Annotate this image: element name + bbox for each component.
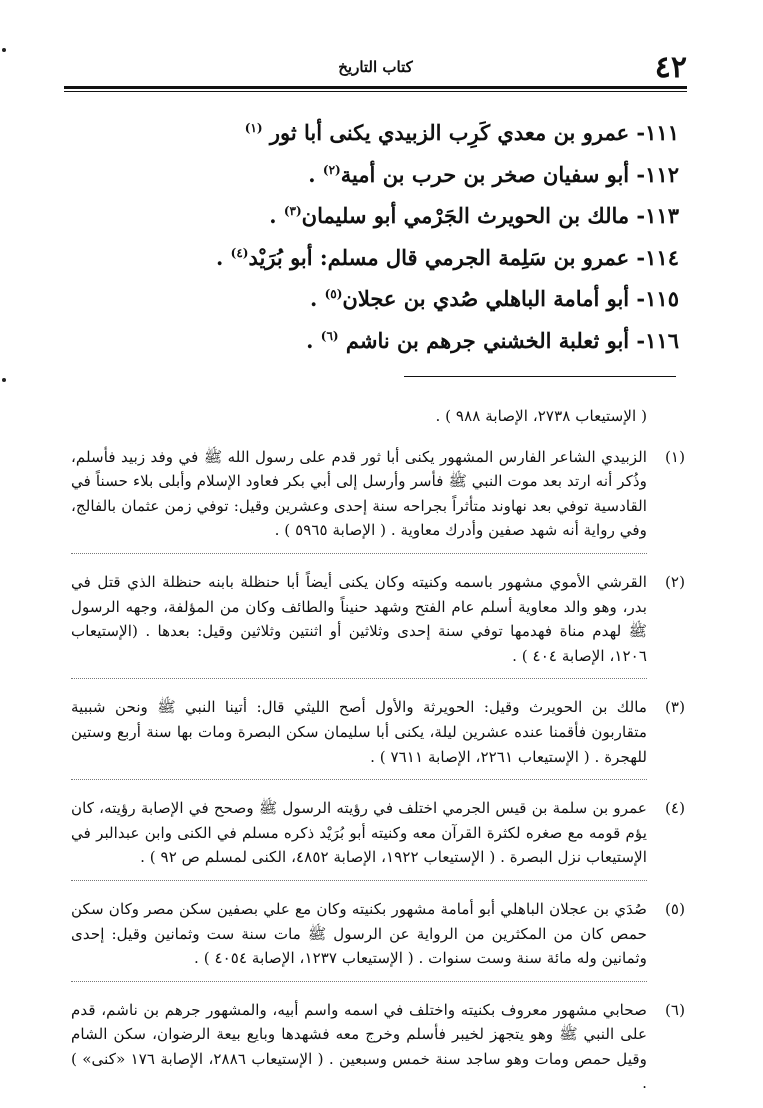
- entry-end: .: [309, 286, 325, 311]
- footnote-divider: [71, 678, 647, 679]
- entry-112: [79, 152, 679, 194]
- footnote-ref: (١): [244, 121, 263, 135]
- running-title: كتاب التاريخ: [338, 58, 413, 76]
- entry-end: .: [216, 244, 231, 270]
- page-number: ٤٢: [654, 50, 687, 85]
- entry-text: ١١٦- أبو ثعلبة الخشني جرهم بن ناشم: [345, 327, 679, 353]
- entry-115: [79, 276, 679, 318]
- footnote-number: (١): [664, 447, 685, 466]
- footnote-text: القرشي الأموي مشهور باسمه وكنيته وكان يكنى أيضاً أبا حنظلة بابنه حنظلة الذي قتل في بدر، وهو والد معاوية أسلم عام الفتح وشهد حنيناً والطائف وكان من المؤلفة، وجهه الرسول ﷺ لهدم مناة فهدمها توفي سنة إحدى وثلاثين أو اثنتين وثلاثين وقيل: بعدها . (الإستيعاب ١٢٠٦، الإصابة ٤٠٤ ) .: [71, 572, 647, 665]
- footnote-continuation: ( الإستيعاب ٢٧٣٨، الإصابة ٩٨٨ ) .: [435, 407, 647, 425]
- footnote-divider: [71, 553, 647, 554]
- entry-list: [79, 110, 679, 359]
- entry-116: [79, 318, 679, 360]
- footnote-number: (٥): [664, 899, 685, 918]
- entry-end: .: [308, 161, 323, 187]
- page-header: [64, 52, 687, 92]
- footnote-number: (٤): [664, 799, 685, 818]
- footnote-4: [71, 796, 685, 881]
- footnote-3: [71, 695, 685, 780]
- entry-text: ١١٤- عمرو بن سَلِمة الجرمي قال مسلم: أبو بُرَيْد: [248, 244, 679, 270]
- entry-114: [79, 235, 679, 277]
- footnote-text: عمرو بن سلمة بن قيس الجرمي اختلف في رؤيته الرسول ﷺ وصحح في الإصابة رؤيته، كان يؤم قومه مع صغره لكثرة القرآن معه وكنيته أبو بُرَيْد ذكره مسلم في الكنى وابن عبدالبر في الإستيعاب نزل البصرة . ( الإستيعاب ١٩٢٢، الإصابة ٤٨٥٢، الكنى لمسلم ص ٩٢ ) .: [71, 799, 647, 867]
- footnote-6: [71, 998, 685, 1096]
- entry-text: ١١٣- مالك بن الحويرث الجَرْمي أبو سليمان: [301, 203, 679, 228]
- entry-text: ١١٥- أبو أمامة الباهلي صُدي بن عجلان: [342, 286, 679, 311]
- footnote-text: مالك بن الحويرث وقيل: الحويرثة والأول أصح الليثي قال: أتينا النبي ﷺ ونحن شببية متقاربون فأقمنا عنده عشرين ليلة، يكنى أبا سليمان سكن البصرة ومات بها سنة أربع وستين للهجرة . ( الإستيعاب ٢٢٦١، الإصابة ٧٦١١ ) .: [71, 698, 647, 766]
- entry-text: ١١١- عمرو بن معدي كَرِب الزبيدي يكنى أبا ثور: [269, 120, 679, 145]
- footnote-divider: [71, 981, 647, 982]
- entry-113: [79, 193, 679, 235]
- footnote-text: الزبيدي الشاعر الفارس المشهور يكنى أبا ثور قدم على رسول الله ﷺ في وفد زبيد فأسلم، وذُكر أنه ارتد بعد موت النبي ﷺ فأسر وأرسل إلى أبي بكر فعاود الإسلام وأبلى بلاء حسناً في القادسية توفي بعد نهاوند متأثراً بجراحه سنة إحدى وعشرين وقيل: توفي زمن عثمان بالفالج، وفي رواية أنه شهد صفين وأدرك معاوية . ( الإصابة ٥٩٦٥ ) .: [71, 447, 647, 540]
- footnote-ref: (٦): [320, 328, 339, 343]
- footnote-5: [71, 897, 685, 982]
- footnotes: [71, 404, 685, 1096]
- footnote-text: صحابي مشهور معروف بكنيته واختلف في اسمه واسم أبيه، والمشهور جرهم بن ناشم، قدم على النبي ﷺ وهو يتجهز لخيبر فأسلم وخرج معه فشهدها وبايع بيعة الرضوان، سكن الشام وقيل حمص ومات وهو ساجد سنة خمس وسبعين . ( الإستيعاب ٢٨٨٦، الإصابة ١٧٦ «كنى» ) .: [71, 1000, 647, 1093]
- footnote-2: [71, 570, 685, 679]
- entry-111: [79, 110, 679, 152]
- footnote-1: [71, 445, 685, 554]
- footnote-number: (٢): [664, 572, 685, 591]
- entry-text: ١١٢- أبو سفيان صخر بن حرب بن أمية: [340, 161, 679, 187]
- footnote-ref: (٥): [324, 287, 343, 301]
- footnote-ref: (٤): [230, 245, 249, 260]
- entry-end: .: [269, 203, 284, 228]
- footnote-number: (٦): [664, 1000, 685, 1019]
- scan-mark: [2, 378, 6, 382]
- footnote-text: صُدَي بن عجلان الباهلي أبو أمامة مشهور بكنيته وكان مع علي بصفين سكن مصر وكان سكن حمص كان من المكثرين من الرواية عن الرسول ﷺ مات سنة ست وثمانين وقيل: إحدى وثمانين وله مائة سنة وست سنوات . ( الإستيعاب ١٢٣٧، الإصابة ٤٠٥٤ ) .: [71, 899, 647, 968]
- entry-end: .: [306, 327, 321, 353]
- header-rule-thick: [64, 86, 687, 89]
- footnote-divider: [71, 779, 647, 780]
- footnote-number: (٣): [664, 698, 685, 717]
- header-rule-thin: [64, 91, 687, 92]
- footnote-ref: (٢): [322, 162, 341, 177]
- footnote-ref: (٣): [283, 204, 302, 218]
- scan-mark: [2, 48, 6, 52]
- footnote-divider: [71, 880, 647, 881]
- footnote-separator: [404, 376, 676, 377]
